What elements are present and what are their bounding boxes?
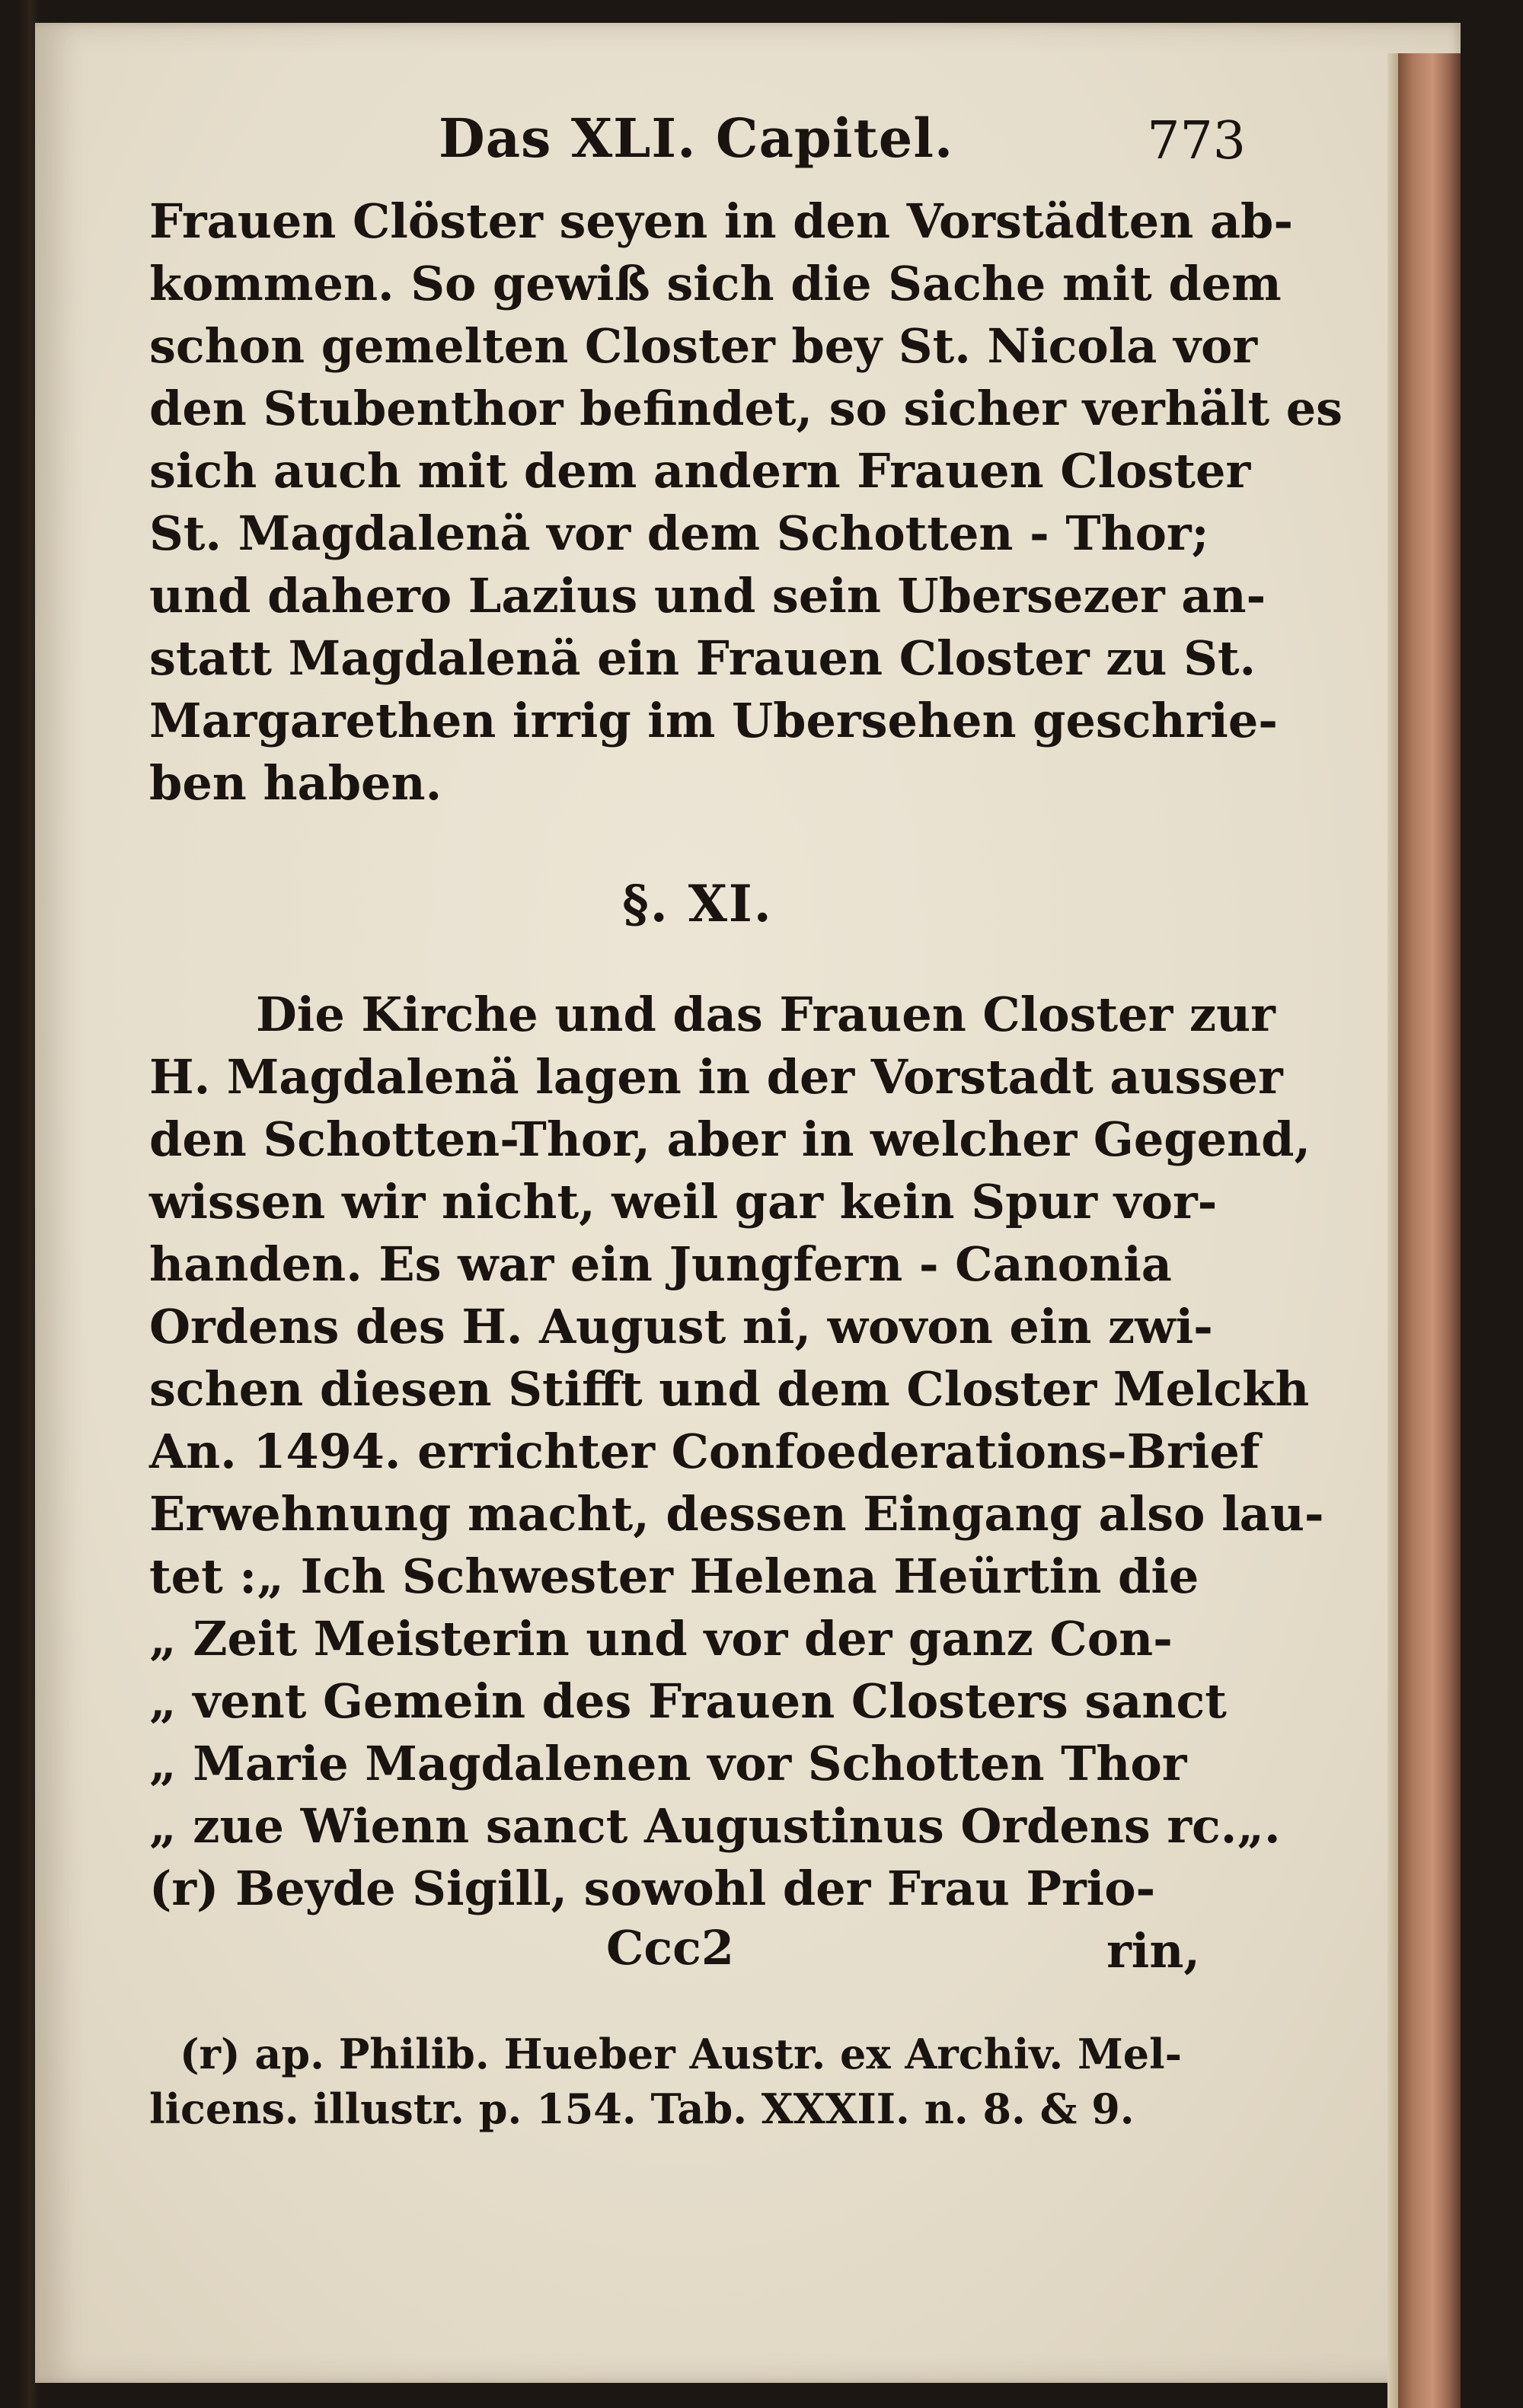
text-line: tet :„ Ich Schwester Helena Heürtin die	[149, 1548, 1199, 1604]
text-line: den Schotten-Thor, aber in welcher Gegend,	[149, 1112, 1311, 1167]
text-line: kommen. So gewiß sich die Sache mit dem	[149, 256, 1282, 311]
page-number: 773	[1147, 111, 1246, 171]
footnote-line: licens. illustr. p. 154. Tab. XXXII. n. 8. & 9.	[149, 2084, 1135, 2133]
book-fore-edge	[1398, 53, 1461, 2408]
page-footer	[149, 1920, 1246, 1989]
running-head: Das XLI. Capitel.	[439, 107, 954, 170]
text-line: Die Kirche und das Frauen Closter zur	[256, 987, 1276, 1042]
text-line: Erwehnung macht, dessen Eingang also lau-	[149, 1486, 1324, 1542]
text-line: Frauen Clöster seyen in den Vorstädten ab-	[149, 193, 1294, 249]
text-line: schen diesen Stifft und dem Closter Melckh	[149, 1361, 1310, 1417]
text-line: Margarethen irrig im Ubersehen geschrie-	[149, 693, 1279, 748]
text-line: (r) Beyde Sigill, sowohl der Frau Prio-	[149, 1861, 1156, 1916]
text-line: sich auch mit dem andern Frauen Closter	[149, 443, 1251, 499]
text-line: „ vent Gemein des Frauen Closters sanct	[149, 1673, 1227, 1729]
footnote-line: (r) ap. Philib. Hueber Austr. ex Archiv. Mel-	[180, 2030, 1183, 2078]
text-line: und dahero Lazius und sein Ubersezer an-	[149, 568, 1266, 624]
text-line: schon gemelten Closter bey St. Nicola vor	[149, 318, 1258, 374]
text-line: St. Magdalenä vor dem Schotten - Thor;	[149, 506, 1209, 561]
text-line: „ Zeit Meisterin und vor der ganz Con-	[149, 1611, 1173, 1666]
paragraph-1	[149, 190, 1343, 815]
footnote	[149, 2027, 1246, 2136]
text-line: handen. Es war ein Jungfern - Canonia	[149, 1236, 1172, 1292]
section-heading: §. XI.	[622, 874, 773, 933]
text-line: den Stubenthor befindet, so sicher verhält es	[149, 381, 1343, 436]
book-page	[35, 23, 1461, 2383]
page-edge-shadow	[1387, 53, 1398, 2408]
page-content	[149, 99, 1343, 2136]
text-line: ben haben.	[149, 755, 442, 811]
text-line: wissen wir nicht, weil gar kein Spur vor-	[149, 1174, 1218, 1230]
signature-mark: Ccc2	[606, 1920, 734, 1976]
catchword: rin,	[1106, 1923, 1200, 1979]
paragraph-2	[149, 984, 1324, 1920]
text-line: H. Magdalenä lagen in der Vorstadt ausser	[149, 1049, 1283, 1105]
page-header	[149, 99, 1246, 190]
text-line: Ordens des H. August ni, wovon ein zwi-	[149, 1299, 1213, 1354]
text-line: „ Marie Magdalenen vor Schotten Thor	[149, 1736, 1187, 1791]
text-line: „ zue Wienn sanct Augustinus Ordens rc.„.	[149, 1798, 1281, 1854]
text-line: An. 1494. errichter Confoederations-Brief	[149, 1424, 1260, 1479]
text-line: statt Magdalenä ein Frauen Closter zu St.	[149, 630, 1256, 686]
